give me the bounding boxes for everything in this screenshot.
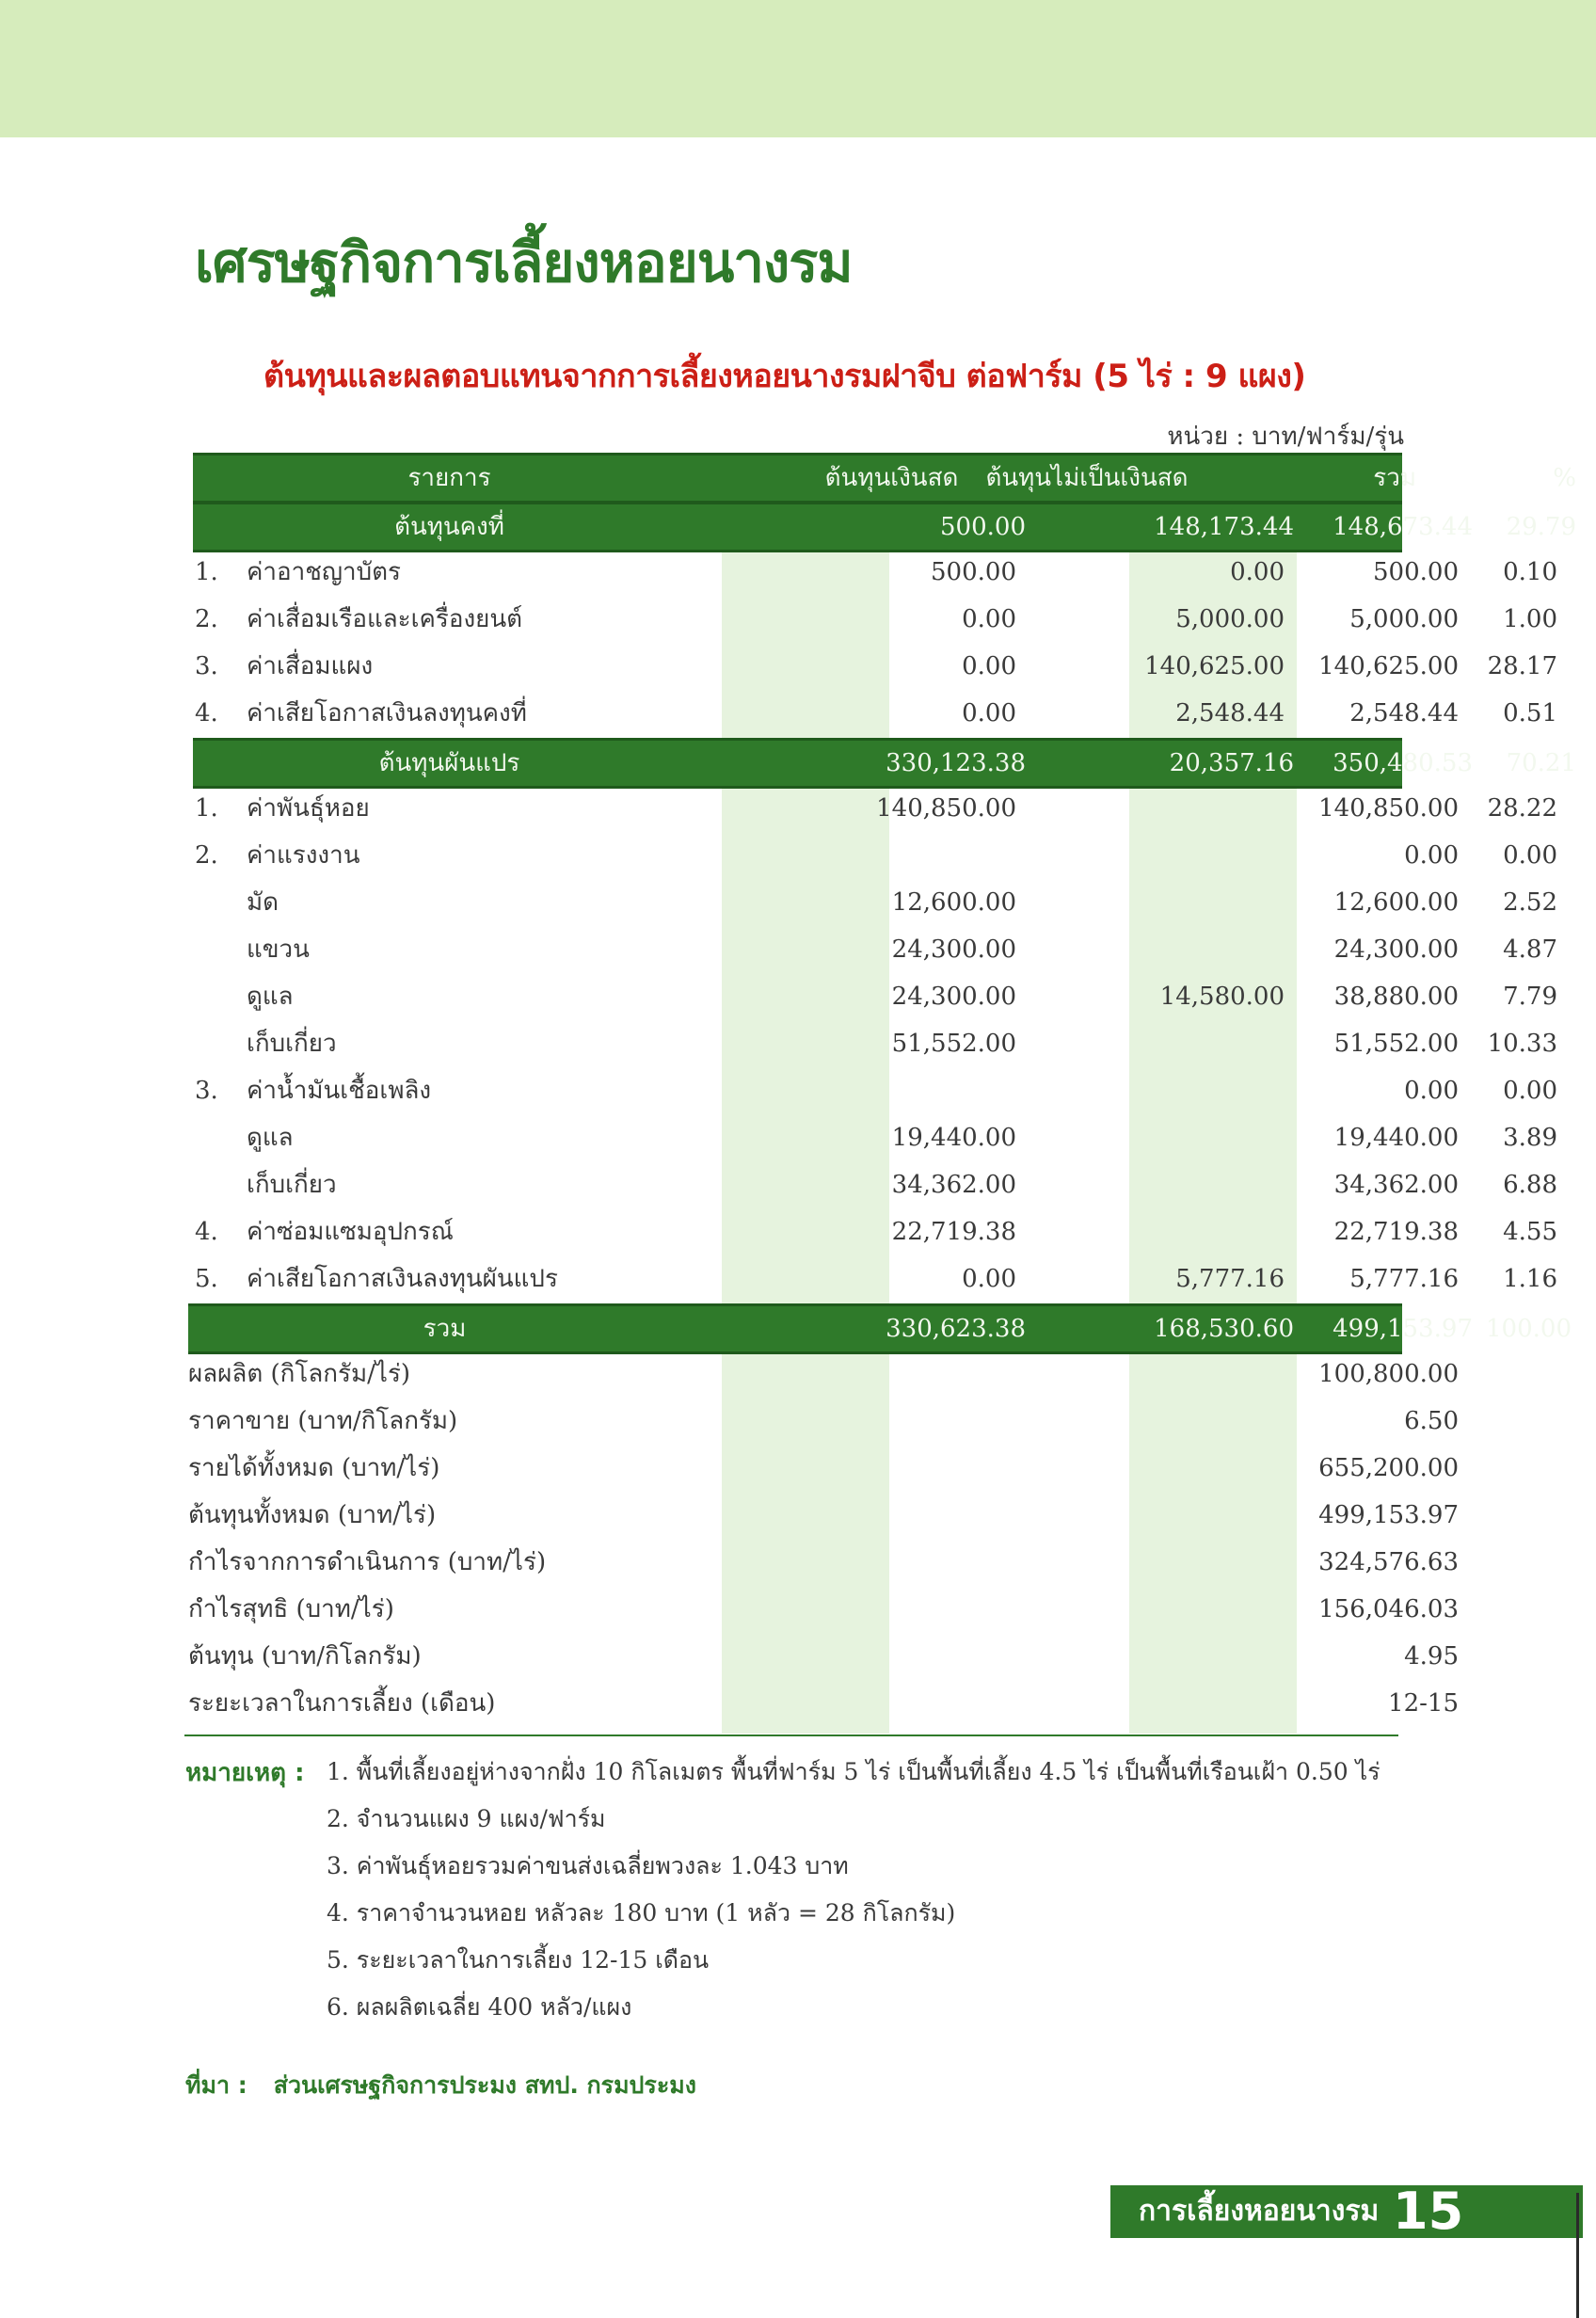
fixed-noncash: 148,173.44 [1154, 513, 1294, 541]
header-noncash: ต้นทุนไม่เป็นเงินสด [985, 464, 1189, 492]
note-item: 5. ระยะเวลาในการเลี้ยง 12-15 เดือน [327, 1946, 710, 1974]
fixed-pct: 29.79 [1506, 513, 1576, 541]
row-no: 4. [195, 1218, 218, 1246]
row-noncash: 5,777.16 [1175, 1265, 1285, 1293]
note-item: 1. พื้นที่เลี้ยงอยู่ห่างจากฝั่ง 10 กิโลเมตร พื้นที่ฟาร์ม 5 ไร่ เป็นพื้นที่เลี้ยง 4.5 ไร่ เป็นพื้นที่เรือนเฝ้า 0.50 ไร่ [327, 1758, 1381, 1785]
row-pct: 0.00 [1503, 1077, 1557, 1105]
row-cash: 500.00 [931, 558, 1016, 586]
row-cash: 0.00 [962, 699, 1016, 727]
footer-bar [1110, 2182, 1583, 2241]
table-title: ต้นทุนและผลตอบแทนจากการเลี้ยงหอยนางรมฝาจีบ ต่อฟาร์ม (5 ไร่ : 9 แผง) [263, 358, 1306, 395]
fixed-cost-band [193, 502, 1576, 552]
table-row [184, 785, 1557, 832]
row-cash: 51,552.00 [891, 1030, 1016, 1058]
row-total: 0.00 [1404, 841, 1459, 870]
note-item: 4. ราคาจำนวนหอย หลัวละ 180 บาท (1 หลัว = 28 กิโลกรัม) [327, 1899, 956, 1926]
row-no: 4. [195, 699, 218, 727]
table-row [184, 879, 1557, 926]
table-row [184, 549, 1557, 596]
page-edge-line [1576, 2193, 1579, 2318]
source-text: ส่วนเศรษฐกิจการประมง สทป. กรมประมง [273, 2071, 696, 2099]
row-noncash: 0.00 [1230, 558, 1285, 586]
row-no: 1. [195, 558, 218, 586]
header-item: รายการ [407, 464, 491, 492]
table-row [184, 1020, 1557, 1067]
row-label: เก็บเกี่ยว [247, 1030, 337, 1058]
fixed-label: ต้นทุนคงที่ [394, 513, 504, 541]
header-cash: ต้นทุนเงินสด [824, 464, 959, 492]
row-pct: 10.33 [1487, 1030, 1557, 1058]
row-total: 19,440.00 [1333, 1124, 1459, 1152]
summary-value: 156,046.03 [1318, 1595, 1459, 1623]
summary-row [184, 1398, 1459, 1445]
variable-pct: 70.21 [1506, 749, 1576, 777]
row-pct: 6.88 [1503, 1171, 1557, 1199]
row-total: 38,880.00 [1333, 983, 1459, 1011]
summary-label: ผลผลิต (กิโลกรัม/ไร่) [188, 1360, 411, 1388]
summary-value: 12-15 [1388, 1689, 1459, 1718]
row-no: 2. [195, 605, 218, 633]
page-title: เศรษฐกิจการเลี้ยงหอยนางรม [195, 231, 853, 295]
row-pct: 3.89 [1503, 1124, 1557, 1152]
summary-row [184, 1633, 1459, 1680]
row-pct: 4.87 [1503, 935, 1557, 964]
table-row [184, 596, 1557, 643]
row-noncash: 5,000.00 [1175, 605, 1285, 633]
summary-value: 499,153.97 [1318, 1501, 1459, 1529]
summary-row [184, 1351, 1459, 1398]
row-no: 5. [195, 1265, 218, 1293]
grand-total-label: รวม [423, 1315, 467, 1343]
row-pct: 0.00 [1503, 841, 1557, 870]
row-pct: 0.10 [1503, 558, 1557, 586]
source-line [185, 2067, 696, 2104]
row-label: ค่าเสื่อมเรือและเครื่องยนต์ [247, 605, 523, 633]
row-total: 2,548.44 [1349, 699, 1459, 727]
note-item: 2. จำนวนแผง 9 แผง/ฟาร์ม [327, 1805, 606, 1832]
row-cash: 34,362.00 [891, 1171, 1016, 1199]
grand-total-total: 499,153.97 [1333, 1315, 1473, 1343]
variable-label: ต้นทุนผันแปร [378, 749, 520, 777]
row-total: 5,777.16 [1349, 1265, 1459, 1293]
row-no: 3. [195, 652, 218, 680]
row-total: 0.00 [1404, 1077, 1459, 1105]
row-label: ค่าน้ำมันเชื้อเพลิง [247, 1077, 432, 1105]
summary-label: ระยะเวลาในการเลี้ยง (เดือน) [188, 1689, 496, 1718]
row-pct: 4.55 [1503, 1218, 1557, 1246]
note-item: 3. ค่าพันธุ์หอยรวมค่าขนส่งเฉลี่ยพวงละ 1.043 บาท [327, 1852, 849, 1879]
row-no: 1. [195, 794, 218, 823]
row-cash: 24,300.00 [891, 983, 1016, 1011]
row-pct: 1.16 [1503, 1265, 1557, 1293]
row-label: ค่าอาชญาบัตร [247, 558, 401, 586]
row-pct: 1.00 [1503, 605, 1557, 633]
variable-cost-band [193, 738, 1576, 789]
variable-total: 350,480.53 [1333, 749, 1473, 777]
row-cash: 0.00 [962, 1265, 1016, 1293]
table-row [184, 832, 1557, 879]
row-pct: 0.51 [1503, 699, 1557, 727]
row-pct: 28.22 [1487, 794, 1557, 823]
fixed-cash: 500.00 [940, 513, 1026, 541]
row-label: ค่าซ่อมแซมอุปกรณ์ [247, 1218, 454, 1246]
row-cash: 24,300.00 [891, 935, 1016, 964]
summary-row [184, 1445, 1459, 1492]
table-row [184, 1161, 1557, 1208]
row-label: ดูแล [247, 1124, 294, 1152]
table-row [184, 1208, 1557, 1255]
row-no: 2. [195, 841, 218, 870]
table-bottom-rule [184, 1735, 1398, 1736]
summary-value: 4.95 [1404, 1642, 1459, 1671]
grand-total-band [188, 1303, 1572, 1354]
row-label: เก็บเกี่ยว [247, 1171, 337, 1199]
footer-label: การเลี้ยงหอยนางรม [1139, 2195, 1380, 2228]
row-cash: 19,440.00 [891, 1124, 1016, 1152]
row-noncash: 14,580.00 [1159, 983, 1285, 1011]
row-noncash: 2,548.44 [1175, 699, 1285, 727]
row-pct: 7.79 [1503, 983, 1557, 1011]
header-total: รวม [1373, 464, 1416, 492]
page-number: 15 [1393, 2182, 1464, 2241]
variable-noncash: 20,357.16 [1169, 749, 1294, 777]
summary-row [184, 1492, 1459, 1539]
row-total: 51,552.00 [1333, 1030, 1459, 1058]
unit-note: หน่วย : บาท/ฟาร์ม/รุ่น [1167, 423, 1404, 451]
summary-row [184, 1586, 1459, 1633]
row-cash: 12,600.00 [891, 888, 1016, 917]
fixed-total: 148,673.44 [1333, 513, 1473, 541]
grand-total-cash: 330,623.38 [886, 1315, 1026, 1343]
table-row [184, 690, 1557, 737]
table-row [184, 643, 1557, 690]
row-total: 12,600.00 [1333, 888, 1459, 917]
row-label: มัด [247, 888, 279, 917]
row-total: 140,625.00 [1318, 652, 1459, 680]
summary-row [184, 1539, 1459, 1586]
header-percent: % [1553, 464, 1576, 492]
grand-total-pct: 100.00 [1486, 1315, 1572, 1343]
row-total: 5,000.00 [1349, 605, 1459, 633]
source-label: ที่มา : [185, 2071, 247, 2099]
row-total: 22,719.38 [1333, 1218, 1459, 1246]
row-label: แขวน [247, 935, 310, 964]
row-cash: 0.00 [962, 605, 1016, 633]
row-label: ค่าแรงงาน [247, 841, 360, 870]
table-row [184, 973, 1557, 1020]
summary-label: รายได้ทั้งหมด (บาท/ไร่) [188, 1454, 440, 1482]
summary-label: ต้นทุน (บาท/กิโลกรัม) [188, 1642, 422, 1671]
row-noncash: 140,625.00 [1144, 652, 1285, 680]
row-pct: 2.52 [1503, 888, 1557, 917]
table-row [184, 1067, 1557, 1114]
row-label: ค่าเสียโอกาสเงินลงทุนคงที่ [247, 699, 527, 727]
row-total: 500.00 [1373, 558, 1459, 586]
row-total: 24,300.00 [1333, 935, 1459, 964]
summary-label: ราคาขาย (บาท/กิโลกรัม) [188, 1407, 458, 1435]
summary-value: 100,800.00 [1318, 1360, 1459, 1388]
table-row [184, 1114, 1557, 1161]
top-color-band [0, 0, 1596, 137]
row-cash: 140,850.00 [876, 794, 1016, 823]
row-label: ดูแล [247, 983, 294, 1011]
row-cash: 0.00 [962, 652, 1016, 680]
variable-cash: 330,123.38 [886, 749, 1026, 777]
summary-value: 655,200.00 [1318, 1454, 1459, 1482]
summary-label: ต้นทุนทั้งหมด (บาท/ไร่) [188, 1501, 437, 1529]
row-cash: 22,719.38 [891, 1218, 1016, 1246]
row-label: ค่าเสียโอกาสเงินลงทุนผันแปร [247, 1265, 558, 1293]
summary-value: 6.50 [1404, 1407, 1459, 1435]
row-label: ค่าเสื่อมแผง [247, 652, 374, 680]
summary-label: กำไรจากการดำเนินการ (บาท/ไร่) [188, 1548, 547, 1576]
row-label: ค่าพันธุ์หอย [247, 794, 370, 823]
table-header [193, 453, 1576, 504]
notes-label: หมายเหตุ : [185, 1759, 305, 1787]
summary-label: กำไรสุทธิ (บาท/ไร่) [188, 1595, 394, 1623]
table-row [184, 926, 1557, 973]
summary-value: 324,576.63 [1318, 1548, 1459, 1576]
row-total: 140,850.00 [1318, 794, 1459, 823]
row-pct: 28.17 [1487, 652, 1557, 680]
row-no: 3. [195, 1077, 218, 1105]
summary-row [184, 1680, 1459, 1727]
table-row [184, 1255, 1557, 1303]
row-total: 34,362.00 [1333, 1171, 1459, 1199]
grand-total-noncash: 168,530.60 [1154, 1315, 1294, 1343]
note-item: 6. ผลผลิตเฉลี่ย 400 หลัว/แผง [327, 1993, 632, 2021]
